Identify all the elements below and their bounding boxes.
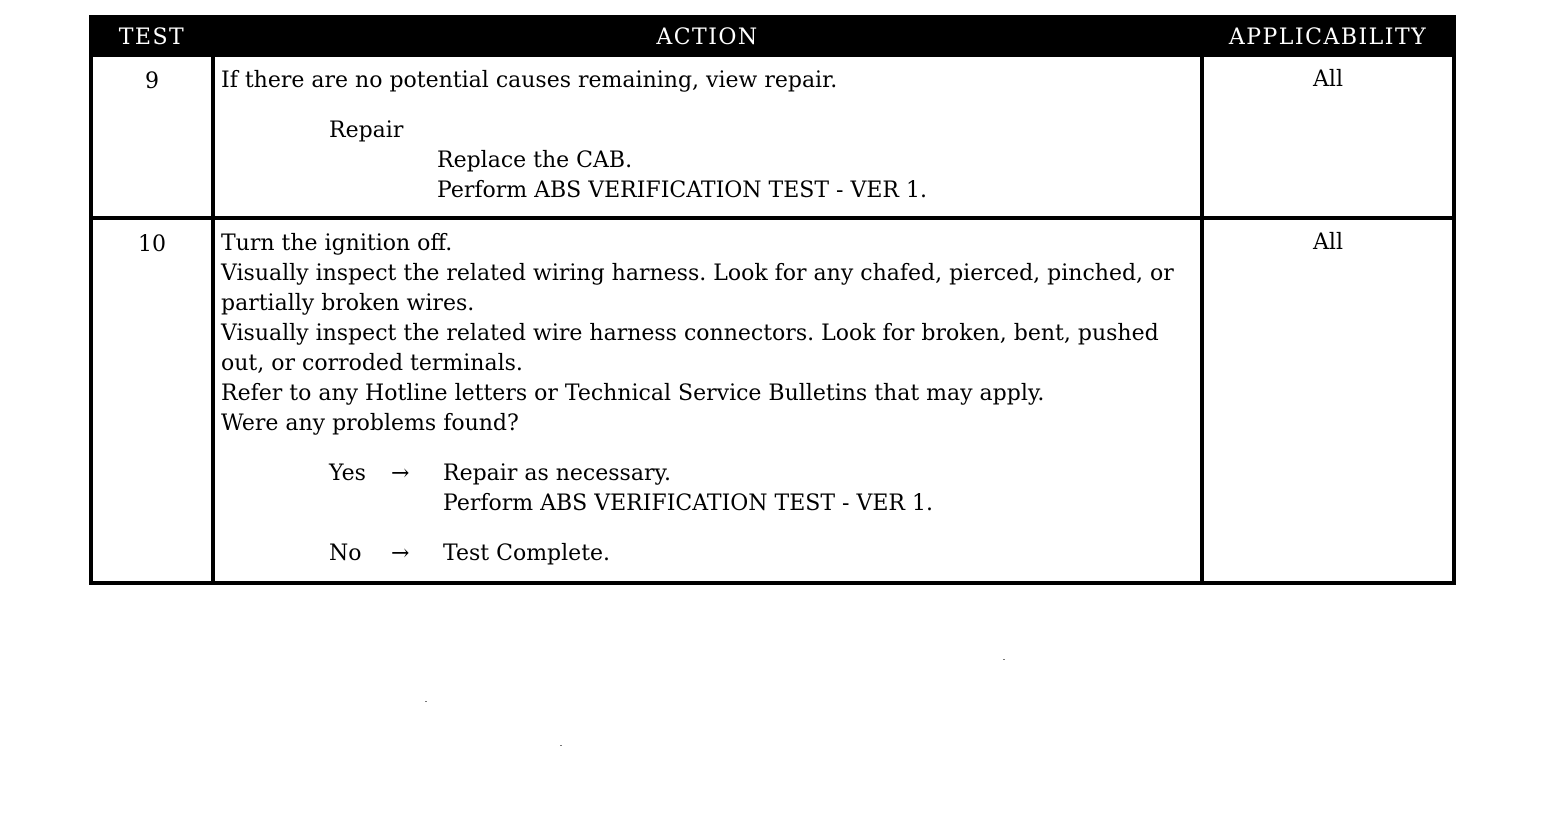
- row-9-applicability: All: [1204, 57, 1452, 216]
- header-action: ACTION: [656, 25, 759, 50]
- row-10-line-1: Turn the ignition off.: [221, 231, 453, 256]
- row-9-repair-label: Repair: [329, 118, 404, 143]
- row-9-test-number: 9: [93, 57, 211, 216]
- row-9-line-1: If there are no potential causes remaining, view repair.: [221, 68, 838, 93]
- no-label: No: [329, 541, 362, 566]
- row-10-line-5: out, or corroded terminals.: [221, 351, 523, 376]
- row-10-line-3: partially broken wires.: [221, 291, 475, 316]
- row-10-yes-branch: [221, 459, 1200, 519]
- yes-line-1: Repair as necessary.: [443, 461, 671, 486]
- row-10-line-7: Were any problems found?: [221, 411, 519, 436]
- speck: [1003, 659, 1005, 660]
- header-applicability: APPLICABILITY: [1228, 25, 1428, 50]
- yes-label: Yes: [329, 461, 366, 486]
- row-10-action: [215, 220, 1200, 581]
- row-10-line-6: Refer to any Hotline letters or Technical Service Bulletins that may apply.: [221, 381, 1045, 406]
- speck: [560, 745, 562, 746]
- yes-arrow-icon: →: [391, 461, 410, 486]
- row-10-line-2: Visually inspect the related wiring harness. Look for any chafed, pierced, pinched, or: [221, 261, 1174, 286]
- no-arrow-icon: →: [391, 541, 410, 566]
- row-9-repair-line-2: Perform ABS VERIFICATION TEST - VER 1.: [437, 178, 927, 203]
- row-10-no-branch: [221, 539, 1200, 569]
- speck: [425, 701, 427, 702]
- diagnostic-table: [89, 15, 1456, 585]
- no-line-1: Test Complete.: [443, 541, 611, 566]
- row-10-applicability: All: [1204, 220, 1452, 581]
- yes-line-2: Perform ABS VERIFICATION TEST - VER 1.: [443, 491, 933, 516]
- row-10-line-4: Visually inspect the related wire harness connectors. Look for broken, bent, pushed: [221, 321, 1159, 346]
- row-9-repair-line-1: Replace the CAB.: [437, 148, 633, 173]
- header-test: TEST: [118, 25, 186, 50]
- row-9-action: [215, 57, 1200, 216]
- row-10-test-number: 10: [93, 220, 211, 581]
